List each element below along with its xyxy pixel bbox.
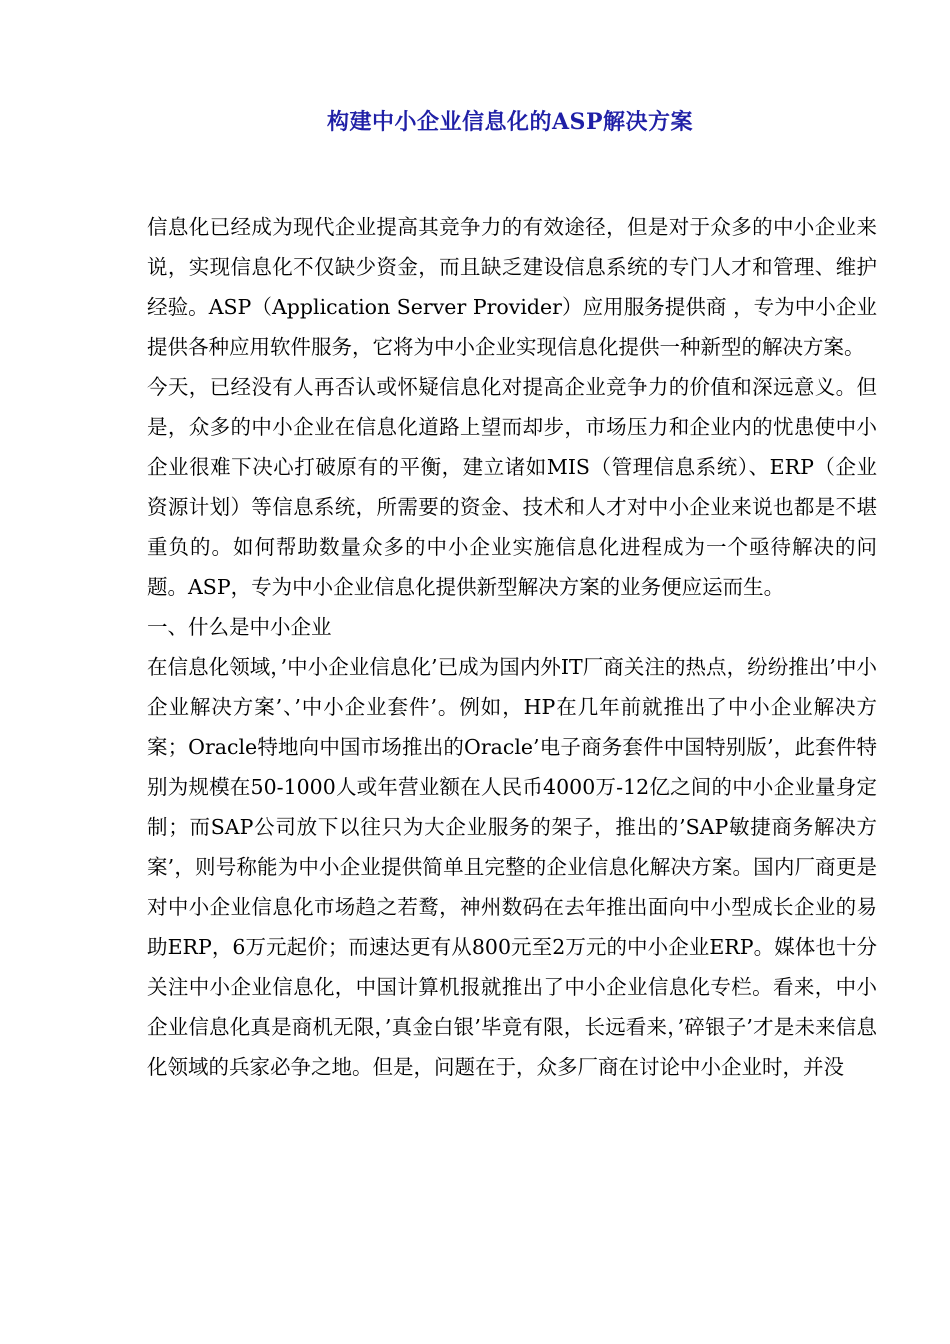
- section-heading-sme: 一、什么是中小企业: [147, 615, 332, 639]
- paragraph-intro: 信息化已经成为现代企业提高其竞争力的有效途径，但是对于众多的中小企业来说，实现信息化不仅缺少资金，而且缺乏建设信息系统的专门人才和管理、维护经验。ASP（Application Server Provider）应用服务提供商 ，专为中小企业提供各种应用软件服务，它将为中小企业实现信息化提供一种新型的解决方案。: [147, 215, 877, 359]
- document-title: 构建中小企业信息化的ASP解决方案: [326, 109, 693, 135]
- paragraph-today: 今天，已经没有人再否认或怀疑信息化对提高企业竞争力的价值和深远意义。但是，众多的中小企业在信息化道路上望而却步，市场压力和企业内的忧患使中小企业很难下决心打破原有的平衡，建立诸如MIS（管理信息系统）、ERP（企业资源计划）等信息系统，所需要的资金、技术和人才对中小企业来说也都是不堪重负的。如何帮助数量众多的中小企业实施信息化进程成为一个亟待解决的问题。ASP，专为中小企业信息化提供新型解决方案的业务便应运而生。: [147, 375, 877, 599]
- paragraph-sme-market: 在信息化领域，’中小企业信息化’已成为国内外IT厂商关注的热点，纷纷推出’中小企业解决方案’、’中小企业套件’。例如，HP在几年前就推出了中小企业解决方案；Oracle特地向中国市场推出的Oracle’电子商务套件中国特别版’，此套件特别为规模在50-1000人或年营业额在人民币4000万-12亿之间的中小企业量身定制；而SAP公司放下以往只为大企业服务的架子，推出的’SAP敏捷商务解决方案’，则号称能为中小企业提供简单且完整的企业信息化解决方案。国内厂商更是对中小企业信息化市场趋之若鹜，神州数码在去年推出面向中小型成长企业的易助ERP，6万元起价；而速达更有从800元至2万元的中小企业ERP。媒体也十分关注中小企业信息化，中国计算机报就推出了中小企业信息化专栏。看来，中小企业信息化真是商机无限，’真金白银’毕竟有限，长远看来，’碎银子’才是未来信息化领域的兵家必争之地。但是，问题在于，众多厂商在讨论中小企业时，并没: [147, 655, 877, 1079]
- document-body: [147, 207, 877, 1087]
